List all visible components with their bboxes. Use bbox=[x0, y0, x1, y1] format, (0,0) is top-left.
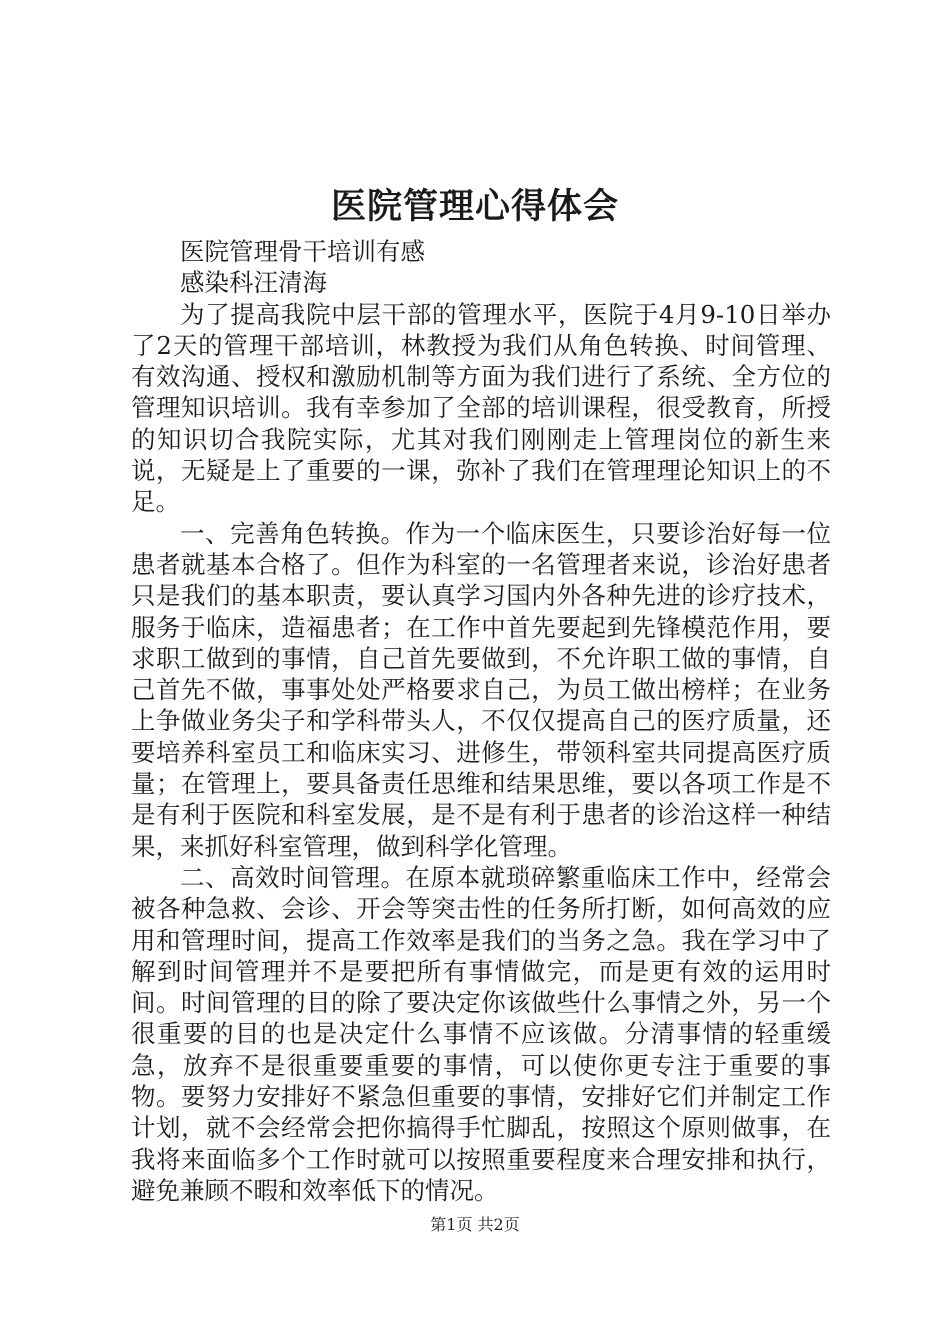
paragraph-role-transition: 一、完善角色转换。作为一个临床医生，只要诊治好每一位患者就基本合格了。但作为科室的一名管理者来说，诊治好患者只是我们的基本职责，要认真学习国内外各种先进的诊疗技术，服务于临床，造福患者；在工作中首先要起到先锋模范作用，要求职工做到的事情，自己首先要做到，不允许职工做的事情，自己首先不做，事事处处严格要求自己，为员工做出榜样；在业务上争做业务尖子和学科带头人，不仅仅提高自己的医疗质量，还要培养科室员工和临床实习、进修生，带领科室共同提高医疗质量；在管理上，要具备责任思维和结果思维，要以各项工作是不是有利于医院和科室发展，是不是有利于患者的诊治这样一种结果，来抓好科室管理，做到科学化管理。 bbox=[131, 518, 831, 861]
paragraph-intro: 为了提高我院中层干部的管理水平，医院于4月9-10日举办了2天的管理干部培训，林教授为我们从角色转换、时间管理、有效沟通、授权和激励机制等方面为我们进行了系统、全方位的管理知识培训。我有幸参加了全部的培训课程，很受教育，所授的知识切合我院实际，尤其对我们刚刚走上管理岗位的新生来说，无疑是上了重要的一课，弥补了我们在管理理论知识上的不足。 bbox=[131, 299, 831, 517]
subtitle-line: 医院管理骨干培训有感 bbox=[180, 237, 425, 266]
paragraph-time-management: 二、高效时间管理。在原本就琐碎繁重临床工作中，经常会被各种急救、会诊、开会等突击性的任务所打断，如何高效的应用和管理时间，提高工作效率是我们的当务之急。我在学习中了解到时间管理并不是要把所有事情做完，而是更有效的运用时间。时间管理的目的除了要决定你该做些什么事情之外，另一个很重要的目的也是决定什么事情不应该做。分清事情的轻重缓急，放弃不是很重要重要的事情，可以使你更专注于重要的事物。要努力安排好不紧急但重要的事情，安排好它们并制定工作计划，就不会经常会把你搞得手忙脚乱，按照这个原则做事，在我将来面临多个工作时就可以按照重要程度来合理安排和执行，避免兼顾不暇和效率低下的情况。 bbox=[131, 862, 831, 1205]
document-body bbox=[131, 236, 831, 1206]
author-line: 感染科汪清海 bbox=[180, 268, 327, 298]
document-title: 医院管理心得体会 bbox=[330, 186, 619, 227]
page-number-footer: 第1页 共2页 bbox=[430, 1215, 520, 1234]
